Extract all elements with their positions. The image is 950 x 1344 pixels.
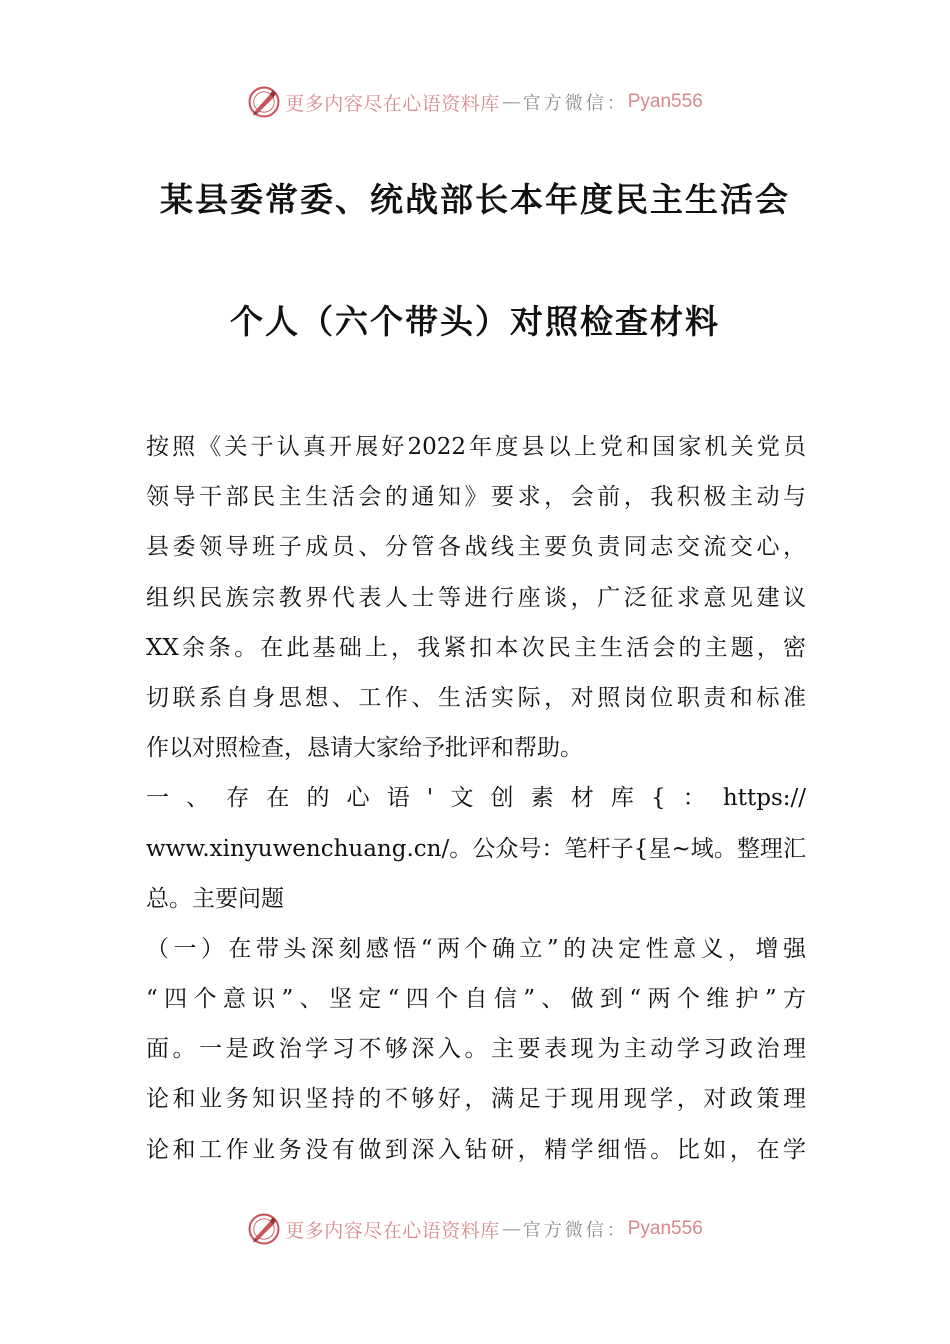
body-line: 领导干部民主生活会的通知》要求，会前，我积极主动与: [146, 484, 806, 511]
body-line: 一、存在的心语'文创素材库{：https://: [146, 785, 806, 812]
document-body: [146, 422, 806, 1175]
body-line: （一）在带头深刻感悟“两个确立”的决定性意义，增强: [146, 935, 806, 962]
body-line: 论和工作业务没有做到深入钻研，精学细悟。比如，在学: [146, 1136, 806, 1163]
watermark-official-label: 官方微信：: [522, 93, 628, 114]
body-line: 组织民族宗教界代表人士等进行座谈，广泛征求意见建议: [146, 584, 806, 611]
body-line: “四个意识”、坚定“四个自信”、做到“两个维护”方: [146, 986, 806, 1013]
body-line: 切联系自身思想、工作、生活实际，对照岗位职责和标准: [146, 684, 806, 711]
body-line: 作以对照检查，恳请大家给予批评和帮助。: [146, 735, 583, 762]
pen-logo-icon: [247, 1212, 281, 1246]
body-line: 总。主要问题: [146, 885, 284, 912]
watermark-main-text: 更多内容尽在心语资料库: [285, 92, 500, 115]
watermark-main-text: 更多内容尽在心语资料库: [285, 1219, 500, 1242]
watermark-dash: —: [501, 91, 521, 113]
body-line: XX余条。在此基础上，我紧扣本次民主生活会的主题，密: [146, 634, 806, 661]
document-title-line-2: 个人（六个带头）对照检查材料: [230, 302, 720, 341]
watermark-header: [0, 82, 950, 122]
body-line: 按照《关于认真开展好2022年度县以上党和国家机关党员: [146, 434, 806, 460]
body-line: 面。一是政治学习不够深入。主要表现为主动学习政治理: [146, 1036, 806, 1063]
pen-logo-icon: [247, 85, 281, 119]
watermark-wechat-id: Pyan556: [627, 1218, 703, 1239]
document-title-line-1: 某县委常委、统战部长本年度民主生活会: [160, 180, 790, 219]
body-line: 论和业务知识坚持的不够好，满足于现用现学，对政策理: [146, 1086, 806, 1113]
watermark-footer: [0, 1209, 950, 1249]
watermark-wechat-id: Pyan556: [627, 91, 703, 112]
body-line: www.xinyuwenchuang.cn/。公众号：笔杆子{星~域。整理汇: [146, 835, 806, 862]
body-line: 县委领导班子成员、分管各战线主要负责同志交流交心，: [146, 534, 806, 561]
watermark-dash: —: [501, 1218, 521, 1240]
watermark-official-label: 官方微信：: [522, 1220, 628, 1241]
